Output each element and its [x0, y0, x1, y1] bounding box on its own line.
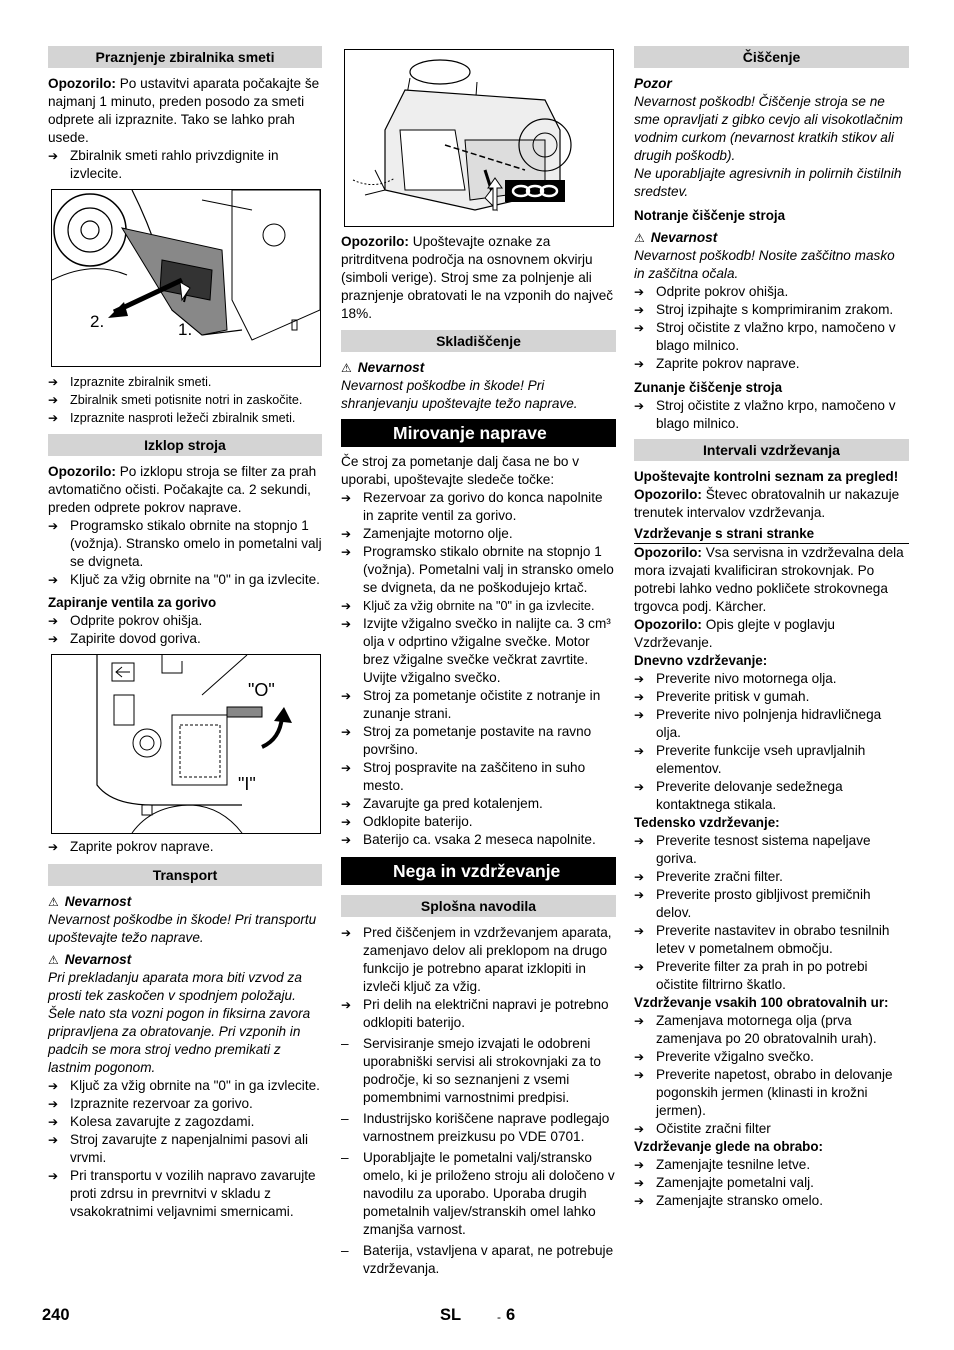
note-label: Opozorilo: — [634, 545, 702, 560]
subheading-weekly: Tedensko vzdrževanje: — [634, 815, 780, 830]
step-item: ➔ Zaprite pokrov naprave. — [634, 355, 909, 373]
step-item: ➔ Stroj pospravite na zaščiteno in suho mesto. — [341, 759, 616, 795]
step-item: ➔ Zbiralnik smeti potisnite notri in zaskočite. — [48, 391, 322, 409]
step-item: ➔ Pri transportu v vozilih napravo zavarujte proti zdrsu in prevrnitvi v skladu z vsakokratnimi veljavnimi smernicami. — [48, 1167, 322, 1221]
note-label: Opozorilo: — [634, 487, 702, 502]
section-header-shutdown: Izklop stroja — [48, 434, 322, 456]
section-header-emptying: Praznjenje zbiralnika smeti — [48, 46, 322, 68]
danger-label-text: Nevarnost — [64, 894, 132, 909]
step-item: ➔ Ključ za vžig obrnite na "0" in ga izvlecite. — [341, 597, 616, 615]
step-item: ➔ Preverite nivo polnjenja hidravličnega olja. — [634, 706, 909, 742]
step-item: ➔ Zamenjava motornega olja (prva zamenjava po 20 obratovalnih urah). — [634, 1012, 909, 1048]
subheading-exterior-cleaning: Zunanje čiščenje stroja — [634, 380, 783, 395]
note-text: Po izklopu stroja se filter za prah avtomatično očisti. Počakajte ca. 2 sekundi, preden odprete pokrov naprave. — [48, 464, 317, 515]
note-label: Opozorilo: — [341, 234, 409, 249]
section-header-general: Splošna navodila — [341, 895, 616, 917]
step-item: ➔ Stroj izpihajte s komprimiranim zrakom. — [634, 301, 909, 319]
step-item: ➔ Zapirite dovod goriva. — [48, 630, 322, 648]
danger-text: Pri prekladanju aparata mora biti vzvod za prosti tek zaskočen v spodnjem položaju. Šele nato sta vozni pogon in fiksirna zavora pripravljena za obratovanje. Pri vzponih in padcih se mora stroj vedno premikati z lastnim pogonom. — [48, 970, 311, 1075]
figure-waste-container-drawing — [52, 190, 320, 366]
caution-text: Nevarnost poškodb! Čiščenje stroja se ne sme opravljati z gibko cevjo ali visokotlačnim vodnim curkom (nevarnost kratkih stikov ali drugih poškodb). — [634, 94, 903, 163]
note-customer — [634, 544, 909, 616]
section-header-transport: Transport — [48, 864, 322, 886]
step-item: ➔ Stroj za pometanje očistite z notranje in zunanje strani. — [341, 687, 616, 723]
figure-label-2: 2. — [90, 312, 105, 331]
step-item: ➔ Preverite nivo motornega olja. — [634, 670, 909, 688]
danger-label — [48, 893, 322, 911]
step-item: ➔ Preverite zračni filter. — [634, 868, 909, 886]
figure-label-one: 1. — [178, 320, 193, 339]
intro-text: Če stroj za pometanje dalj časa ne bo v uporabi, upoštevajte sledeče točke: — [341, 454, 580, 487]
step-item: ➔ Izvijte vžigalno svečko in nalijte ca. 3 cm³ olja v odprtino vžigalne svečke. Motor brez vžigalne svečke večkrat zavrtite. Uvijte vžigalno svečko. — [341, 615, 616, 687]
chapter-header-decommissioning: Mirovanje naprave — [341, 419, 616, 447]
danger-text: Nevarnost poškodbe in škode! Pri transportu upoštevajte težo naprave. — [48, 912, 317, 945]
step-item: ➔ Preverite napetost, obrabo in delovanje pogonskih jermen (klinasti in krožni jermen). — [634, 1066, 909, 1120]
figure-tie-down-drawing — [345, 50, 613, 226]
dash-item: – Baterija, vstavljena v aparat, ne potrebuje vzdrževanja. — [341, 1242, 616, 1278]
note-label: Opozorilo: — [634, 617, 702, 632]
step-item: ➔ Zbiralnik smeti rahlo privzdignite in izvlecite. — [48, 147, 322, 183]
step-item: ➔ Odklopite baterijo. — [341, 813, 616, 831]
step-item: ➔ Baterijo ca. vsaka 2 meseca napolnite. — [341, 831, 616, 849]
step-item: ➔ Preverite funkcije vseh upravljalnih elementov. — [634, 742, 909, 778]
note-emptying — [48, 75, 322, 147]
step-item: ➔ Preverite pritisk v gumah. — [634, 688, 909, 706]
note-shutdown — [48, 463, 322, 517]
valve-closed-label: "I" — [238, 774, 256, 794]
subheading-interior-cleaning: Notranje čiščenje stroja — [634, 208, 786, 223]
caution-label: Pozor — [634, 76, 672, 91]
step-item: ➔ Zamenjajte stransko omelo. — [634, 1192, 909, 1210]
subheading-100-hours: Vzdrževanje vsakih 100 obratovalnih ur: — [634, 995, 889, 1010]
figure-waste-container — [51, 189, 321, 367]
step-item: ➔ Ključ za vžig obrnite na "0" in ga izvlecite. — [48, 571, 322, 589]
step-item: ➔ Stroj očistite z vlažno krpo, namočeno v blago milnico. — [634, 319, 909, 355]
warning-triangle-icon: ⚠ — [48, 895, 59, 909]
danger-text: Nevarnost poškodbe in škode! Pri shranjevanju upoštevajte težo naprave. — [341, 378, 578, 411]
step-item: ➔ Stroj za pometanje postavite na ravno površino. — [341, 723, 616, 759]
step-item: ➔ Izpraznite rezervoar za gorivo. — [48, 1095, 322, 1113]
step-item: ➔ Pri delih na električni napravi je potrebno odklopiti baterijo. — [341, 996, 616, 1032]
language-code: SL — [440, 1306, 462, 1324]
step-item: ➔ Odprite pokrov ohišja. — [48, 612, 322, 630]
note-tie-down — [341, 233, 616, 323]
note-intervals — [634, 486, 909, 522]
danger-label — [48, 951, 322, 969]
page-separator: - — [497, 1310, 501, 1324]
step-item: ➔ Očistite zračni filter — [634, 1120, 909, 1138]
step-item: ➔ Stroj očistite z vlažno krpo, namočeno v blago milnico. — [634, 397, 909, 433]
step-item: ➔ Preverite tesnost sistema napeljave goriva. — [634, 832, 909, 868]
figure-tie-down-points — [344, 49, 614, 227]
step-item: ➔ Pred čiščenjem in vzdrževanjem aparata, zamenjavo delov ali preklopom na drugo funkcijo je potrebno aparat izklopiti in izvleči ključ za vžig. — [341, 924, 616, 996]
note-text: Po ustavitvi aparata počakajte še najmanj 1 minuto, preden posodo za smeti odprete ali izpraznite. Tako se lahko prah usede. — [48, 76, 320, 145]
danger-label-text: Nevarnost — [650, 230, 718, 245]
step-item: ➔ Preverite delovanje sedežnega kontaktnega stikala. — [634, 778, 909, 814]
note-label: Opozorilo: — [48, 76, 116, 91]
step-item: ➔ Zaprite pokrov naprave. — [48, 838, 322, 856]
step-item: ➔ Preverite filter za prah in po potrebi očistite filtrirno škatlo. — [634, 958, 909, 994]
step-item: ➔ Zamenjajte motorno olje. — [341, 525, 616, 543]
section-page-number: 6 — [506, 1306, 516, 1324]
section-header-cleaning: Čiščenje — [634, 46, 909, 68]
dash-item: – Industrijsko koriščene naprave podlegajo varnostnem preizkusu po VDE 0701. — [341, 1110, 616, 1146]
subheading-wear: Vzdrževanje glede na obrabo: — [634, 1139, 823, 1154]
step-item: ➔ Preverite nastavitev in obrabo tesnilnih letev v pometalnem območju. — [634, 922, 909, 958]
step-item: ➔ Stroj zavarujte z napenjalnimi pasovi ali vrvmi. — [48, 1131, 322, 1167]
step-item: ➔ Zavarujte ga pred kotalenjem. — [341, 795, 616, 813]
warning-triangle-icon: ⚠ — [634, 231, 645, 245]
step-item: ➔ Izpraznite nasproti ležeči zbiralnik smeti. — [48, 409, 322, 427]
danger-label — [634, 229, 909, 247]
note-text: Števec obratovalnih ur nakazuje trenutek intervalov vzdrževanja. — [634, 487, 900, 520]
caution-text: Ne uporabljajte agresivnih in polirnih čistilnih sredstev. — [634, 166, 902, 199]
step-item: ➔ Odprite pokrov ohišja. — [634, 283, 909, 301]
subheading-fuel-valve: Zapiranje ventila za gorivo — [48, 595, 217, 610]
dash-item: – Uporabljajte le pometalni valj/stransko omelo, ki je priloženo stroju ali določeno v navodilu za uporabo. Uporaba drugih pometalnih valjev/stranskih omel lahko zmanjša varnost. — [341, 1149, 616, 1239]
step-item: ➔ Programsko stikalo obrnite na stopnjo 1 (vožnja). Stransko omelo in pometalni valj se dvigneta. — [48, 517, 322, 571]
note-customer-2 — [634, 616, 909, 652]
column-right — [634, 46, 909, 1210]
note-text: Upoštevajte oznake za pritrditvena področja na osnovnem okvirju (simboli verige). Stroj sme za polnjenje ali praznjenje obratovati le na vzponih do največ 18%. — [341, 234, 614, 321]
subheading-daily: Dnevno vzdrževanje: — [634, 653, 768, 668]
warning-triangle-icon: ⚠ — [341, 361, 352, 375]
column-left — [48, 46, 322, 1221]
subheading-checklist: Upoštevajte kontrolni seznam za pregled! — [634, 469, 899, 484]
step-item: ➔ Programsko stikalo obrnite na stopnjo 1 (vožnja). Pometalni valj in stransko omelo se dvigneta, da ne poškodujejo krtač. — [341, 543, 616, 597]
step-list-emptying — [48, 373, 322, 427]
figure-fuel-valve-drawing — [52, 655, 320, 833]
danger-label — [341, 359, 616, 377]
step-item: ➔ Preverite vžigalno svečko. — [634, 1048, 909, 1066]
step-item: ➔ Kolesa zavarujte z zagozdami. — [48, 1113, 322, 1131]
danger-text: Nevarnost poškodb! Nosite zaščitno masko in zaščitna očala. — [634, 248, 895, 281]
step-item: ➔ Preverite prosto gibljivost premičnih delov. — [634, 886, 909, 922]
step-item: ➔ Ključ za vžig obrnite na "0" in ga izvlecite. — [48, 1077, 322, 1095]
dash-item: – Servisiranje smejo izvajati le odobreni uporabniški servisi ali strokovnjaki za to področje, ki so seznanjeni z vsemi pomembnimi varnostnimi predpisi. — [341, 1035, 616, 1107]
valve-open-label: "O" — [248, 680, 275, 700]
danger-label-text: Nevarnost — [357, 360, 425, 375]
warning-triangle-icon: ⚠ — [48, 953, 59, 967]
note-label: Opozorilo: — [48, 464, 116, 479]
note-text: Opis glejte v poglavju Vzdrževanje. — [634, 617, 835, 650]
note-text: Vsa servisna in vzdrževalna dela mora izvajati kvalificiran strokovnjak. Po potrebi lahko vedno pokličete strokovnega trgovca podj. Kärcher. — [634, 545, 904, 614]
chapter-header-maintenance: Nega in vzdrževanje — [341, 857, 616, 885]
step-item: ➔ Zamenjajte tesnilne letve. — [634, 1156, 909, 1174]
page-number: 240 — [42, 1306, 70, 1324]
figure-fuel-valve — [51, 654, 321, 834]
danger-label-text: Nevarnost — [64, 952, 132, 967]
subheading-customer-maintenance: Vzdrževanje s strani stranke — [634, 525, 909, 544]
step-item: ➔ Zamenjajte pometalni valj. — [634, 1174, 909, 1192]
step-item: ➔ Izpraznite zbiralnik smeti. — [48, 373, 322, 391]
section-header-storage: Skladiščenje — [341, 330, 616, 352]
section-header-intervals: Intervali vzdrževanja — [634, 439, 909, 461]
page-footer — [0, 1306, 954, 1330]
step-item: ➔ Rezervoar za gorivo do konca napolnite in zaprite ventil za gorivo. — [341, 489, 616, 525]
column-middle — [341, 46, 616, 1278]
